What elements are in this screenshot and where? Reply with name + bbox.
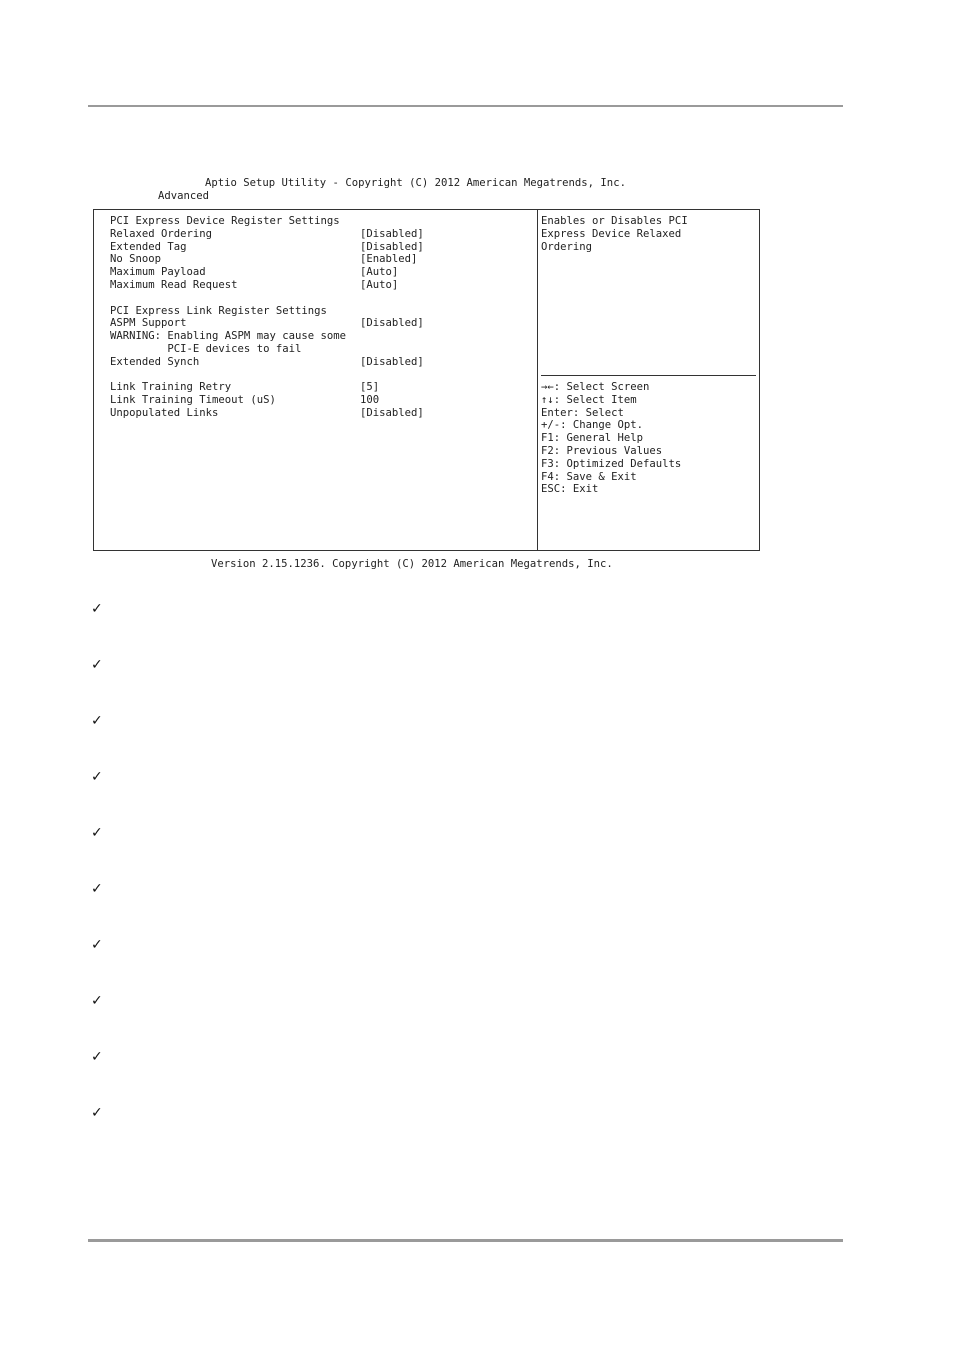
setting-label-extended-tag[interactable]: Extended Tag [110, 240, 187, 253]
setting-label-relaxed-ordering[interactable]: Relaxed Ordering [110, 227, 213, 240]
setting-label-extended-synch[interactable]: Extended Synch [110, 355, 200, 368]
key-help-line: F3: Optimized Defaults [541, 457, 682, 470]
setting-text-0: PCI Express Device Register Settings [110, 215, 340, 227]
bottom-rule [88, 1239, 843, 1242]
setting-text-9: WARNING: Enabling ASPM may cause some [110, 330, 346, 343]
key-help-line: →←: Select Screen [541, 381, 650, 393]
setting-value-aspm-support[interactable]: [Disabled] [360, 317, 424, 330]
checkmark-icon: ✓ [91, 825, 103, 841]
setting-value-extended-tag[interactable]: [Disabled] [360, 240, 424, 253]
key-help-line: F1: General Help [541, 432, 644, 445]
setting-label-link-training-retry[interactable]: Link Training Retry [110, 381, 232, 394]
checkmark-icon: ✓ [91, 601, 103, 617]
setting-label-link-training-timeout-us[interactable]: Link Training Timeout (uS) [110, 394, 276, 407]
help-text-line: Enables or Disables PCI [541, 215, 688, 227]
setting-label-maximum-read-request[interactable]: Maximum Read Request [110, 279, 238, 291]
checkmark-icon: ✓ [91, 1049, 103, 1065]
setting-label-unpopulated-links[interactable]: Unpopulated Links [110, 407, 219, 419]
checkmark-icon: ✓ [91, 657, 103, 673]
help-text-line: Ordering [541, 240, 593, 253]
setting-label-aspm-support[interactable]: ASPM Support [110, 317, 187, 330]
key-help-line: F4: Save & Exit [541, 470, 637, 483]
key-help-line: ESC: Exit [541, 483, 599, 496]
checkmark-icon: ✓ [91, 937, 103, 953]
setting-label-maximum-payload[interactable]: Maximum Payload [110, 266, 206, 279]
checkmark-icon: ✓ [91, 881, 103, 897]
setting-value-maximum-read-request[interactable]: [Auto] [360, 279, 399, 291]
help-divider [541, 375, 756, 376]
bios-frame [93, 209, 760, 551]
bios-title: Aptio Setup Utility - Copyright (C) 2012 American Megatrends, Inc. [205, 177, 626, 189]
key-help-line: Enter: Select [541, 406, 624, 419]
setting-text-7: PCI Express Link Register Settings [110, 304, 327, 317]
setting-label-no-snoop[interactable]: No Snoop [110, 253, 162, 266]
checkmark-icon: ✓ [91, 713, 103, 729]
checkmark-icon: ✓ [91, 1105, 103, 1121]
setting-value-link-training-retry[interactable]: [5] [360, 381, 380, 394]
checkmark-icon: ✓ [91, 993, 103, 1009]
key-help-line: +/-: Change Opt. [541, 419, 644, 432]
key-help-line: F2: Previous Values [541, 445, 663, 457]
tab-advanced[interactable]: Advanced [158, 190, 210, 202]
setting-value-extended-synch[interactable]: [Disabled] [360, 355, 424, 368]
setting-value-unpopulated-links[interactable]: [Disabled] [360, 407, 424, 419]
setting-value-maximum-payload[interactable]: [Auto] [360, 266, 399, 279]
checkmark-icon: ✓ [91, 769, 103, 785]
setting-value-relaxed-ordering[interactable]: [Disabled] [360, 227, 424, 240]
key-help-line: ↑↓: Select Item [541, 393, 637, 406]
setting-value-no-snoop[interactable]: [Enabled] [360, 253, 418, 266]
frame-divider [537, 209, 538, 551]
setting-value-link-training-timeout-us[interactable]: 100 [360, 394, 380, 407]
footer-version: Version 2.15.1236. Copyright (C) 2012 American Megatrends, Inc. [211, 558, 613, 570]
top-rule [88, 105, 843, 107]
help-text-line: Express Device Relaxed [541, 227, 682, 240]
setting-text-10: PCI-E devices to fail [110, 343, 302, 355]
